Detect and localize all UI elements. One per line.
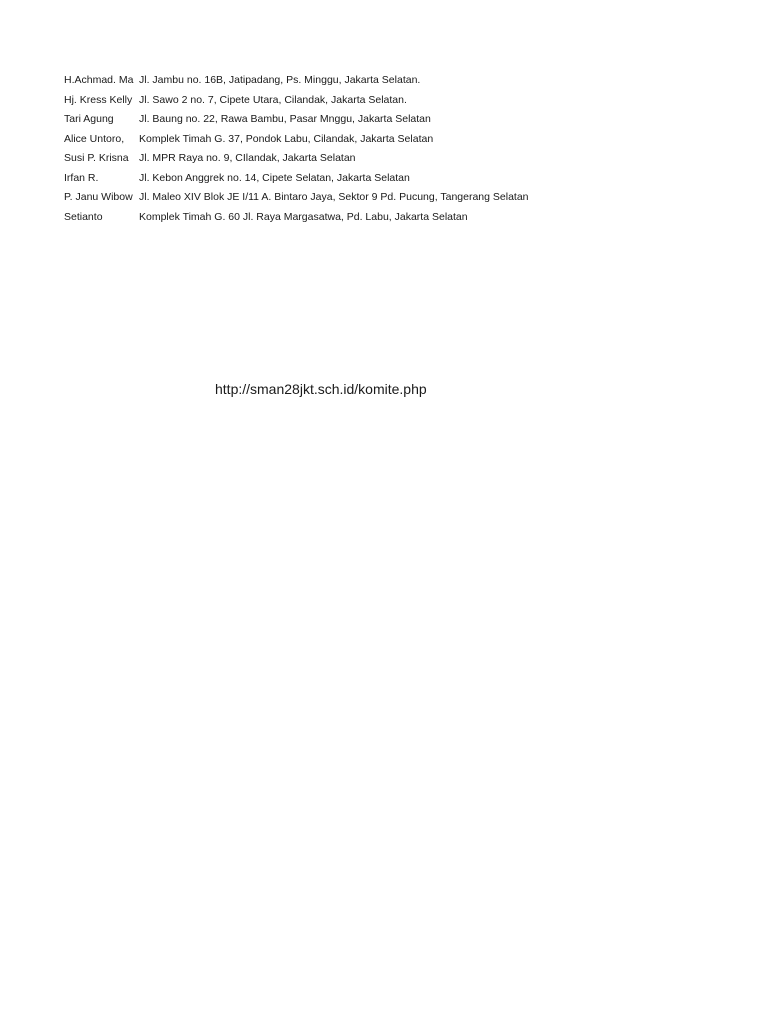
member-address: Jl. Baung no. 22, Rawa Bambu, Pasar Mnggu, Jakarta Selatan <box>139 113 431 125</box>
table-row <box>64 130 664 150</box>
table-row <box>64 149 664 169</box>
table-row <box>64 91 664 111</box>
member-name: P. Janu Wibow <box>64 191 133 203</box>
member-address: Komplek Timah G. 60 Jl. Raya Margasatwa, Pd. Labu, Jakarta Selatan <box>139 210 468 223</box>
table-row <box>64 188 664 208</box>
table-row <box>64 208 664 228</box>
table-row <box>64 110 664 130</box>
member-name: Tari Agung <box>64 113 114 125</box>
member-name: Susi P. Krisna <box>64 152 129 164</box>
member-name: H.Achmad. Ma <box>64 74 134 86</box>
member-name: Setianto <box>64 210 103 223</box>
member-address: Komplek Timah G. 37, Pondok Labu, Cilandak, Jakarta Selatan <box>139 132 434 145</box>
member-name: Irfan R. <box>64 171 99 184</box>
member-address: Jl. Kebon Anggrek no. 14, Cipete Selatan, Jakarta Selatan <box>139 171 410 184</box>
table-row <box>64 169 664 189</box>
table-row <box>64 71 664 91</box>
member-name: Alice Untoro, <box>64 132 125 145</box>
member-name: Hj. Kress Kelly <box>64 93 133 106</box>
address-table <box>64 71 664 227</box>
member-address: Jl. Sawo 2 no. 7, Cipete Utara, Cilandak, Jakarta Selatan. <box>139 93 407 106</box>
source-url[interactable]: http://sman28jkt.sch.id/komite.php <box>215 381 427 397</box>
member-address: Jl. Maleo XIV Blok JE I/11 A. Bintaro Jaya, Sektor 9 Pd. Pucung, Tangerang Selatan <box>139 191 529 203</box>
member-address: Jl. Jambu no. 16B, Jatipadang, Ps. Minggu, Jakarta Selatan. <box>139 74 421 86</box>
member-address: Jl. MPR Raya no. 9, CIlandak, Jakarta Selatan <box>139 152 356 164</box>
